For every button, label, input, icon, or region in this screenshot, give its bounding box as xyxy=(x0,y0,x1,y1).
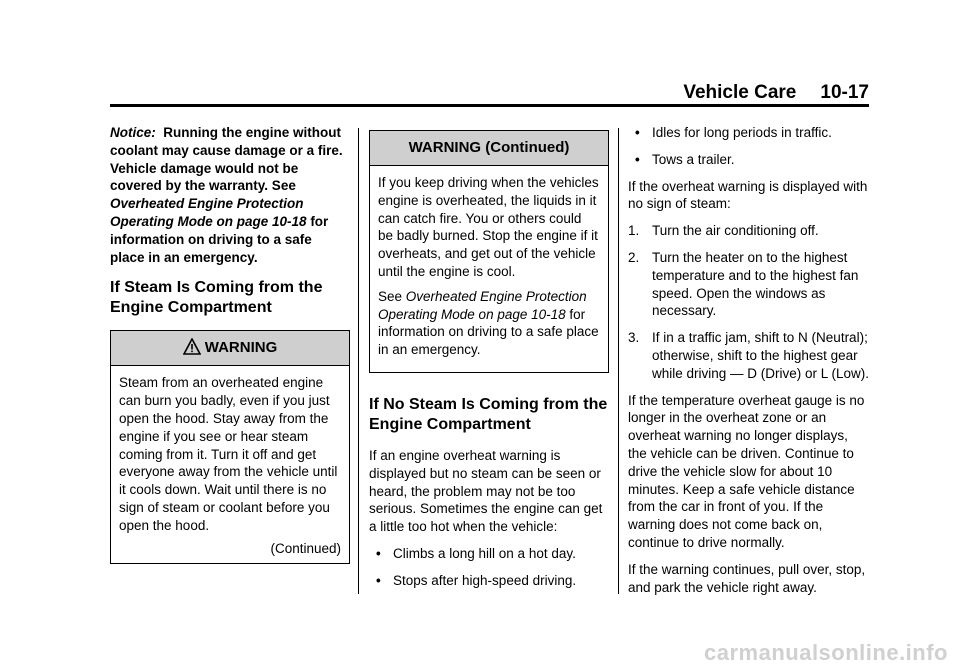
warning-header xyxy=(111,331,349,366)
step-number: 2. xyxy=(628,249,640,265)
step-text: If in a traffic jam, shift to N (Neutral); otherwise, shift to the highest gear while driving — D (Drive) or L (Low). xyxy=(652,330,870,381)
step-item xyxy=(628,222,870,240)
bullet-icon: • xyxy=(635,125,640,140)
step-number: 1. xyxy=(628,223,640,239)
warning-title: WARNING xyxy=(204,339,278,357)
step-text: Turn the air conditioning off. xyxy=(652,223,819,239)
watermark: carmanualsonline.info xyxy=(704,640,948,665)
list-item-text: Tows a trailer. xyxy=(652,151,735,167)
bullet-icon: • xyxy=(635,151,640,167)
notice-reference-link[interactable]: Overheated Engine Protection Operating Mode on page 10-18 xyxy=(110,196,307,229)
warning-box-continued xyxy=(369,130,609,373)
column-3 xyxy=(628,124,870,605)
page-number: 10-17 xyxy=(820,82,869,103)
see-label: See xyxy=(378,288,403,304)
list-item xyxy=(369,545,609,563)
notice-text-end: for information on driving to a safe place in an emergency. xyxy=(110,213,329,265)
pull-over-paragraph: If the warning continues, pull over, stop, and park the vehicle right away. xyxy=(628,561,866,595)
section-heading-steam: If Steam Is Coming from the Engine Compartment xyxy=(110,279,323,317)
step-item xyxy=(628,249,870,320)
list-item xyxy=(628,124,870,142)
notice-text: Running the engine without coolant may cause damage or a fire. Vehicle damage would not be covered by the warranty. See xyxy=(110,125,343,194)
continued-label: (Continued) xyxy=(270,540,341,556)
warning-box xyxy=(110,330,350,564)
column-divider-1 xyxy=(358,128,359,594)
gauge-paragraph: If the temperature overheat gauge is no longer in the overheat zone or an overheat warning no longer displays, the vehicle can be driven. Continue to drive the vehicle slow for about 10 minutes. Keep a safe vehicle distance from the car in front of you. If the warning does not come back on, continue to drive normally. xyxy=(628,392,865,550)
list-item xyxy=(628,151,870,169)
warning-triangle-icon xyxy=(183,334,201,368)
page-header xyxy=(683,82,869,104)
warning-text-continued: If you keep driving when the vehicles engine is overheated, the liquids in it can catch fire. You or others could be badly burned. Stop the engine if it overheats, and get out of the vehicle until the engine is cool. xyxy=(378,175,599,279)
section-title: Vehicle Care xyxy=(683,82,797,103)
warning-text: Steam from an overheated engine can burn you badly, even if you just open the hood. Stay away from the engine if you see or hear steam coming from it. Turn it off and get everyone away from the vehicle until it cools down. Wait until there is no sign of steam or coolant before you open the hood. xyxy=(119,375,338,533)
section-heading-no-steam: If No Steam Is Coming from the Engine Compartment xyxy=(369,395,608,433)
list-item-text: Stops after high-speed driving. xyxy=(393,572,577,588)
column-1 xyxy=(110,124,350,570)
bullet-icon: • xyxy=(376,572,381,588)
column-divider-2 xyxy=(618,128,619,594)
warning-body-continued xyxy=(370,166,608,372)
overheat-intro: If the overheat warning is displayed with no sign of steam: xyxy=(628,178,868,212)
warning-body xyxy=(111,366,349,563)
step-text: Turn the heater on to the highest temperature and to the highest fan speed. Open the windows as necessary. xyxy=(652,249,859,319)
bullet-icon: • xyxy=(376,545,381,561)
header-rule xyxy=(110,104,869,107)
reference-text-end: for information on driving to a safe place in an emergency. xyxy=(378,306,599,358)
warning-reference-link[interactable]: Overheated Engine Protection Operating Mode on page 10-18 xyxy=(378,288,587,322)
notice-paragraph xyxy=(110,124,350,266)
notice-label: Notice: xyxy=(110,125,156,140)
list-item-text: Climbs a long hill on a hot day. xyxy=(393,545,576,561)
warning-header-continued: WARNING (Continued) xyxy=(370,131,608,166)
list-item-text: Idles for long periods in traffic. xyxy=(652,125,832,140)
step-item xyxy=(628,329,870,382)
warning-see-paragraph xyxy=(378,288,600,359)
no-steam-paragraph: If an engine overheat warning is displayed but no steam can be seen or heard, the problem may not be too serious. Sometimes the engine can get a little too hot when the vehicle: xyxy=(369,447,603,535)
column-2 xyxy=(369,124,609,599)
list-item xyxy=(369,572,609,590)
step-number: 3. xyxy=(628,330,640,346)
